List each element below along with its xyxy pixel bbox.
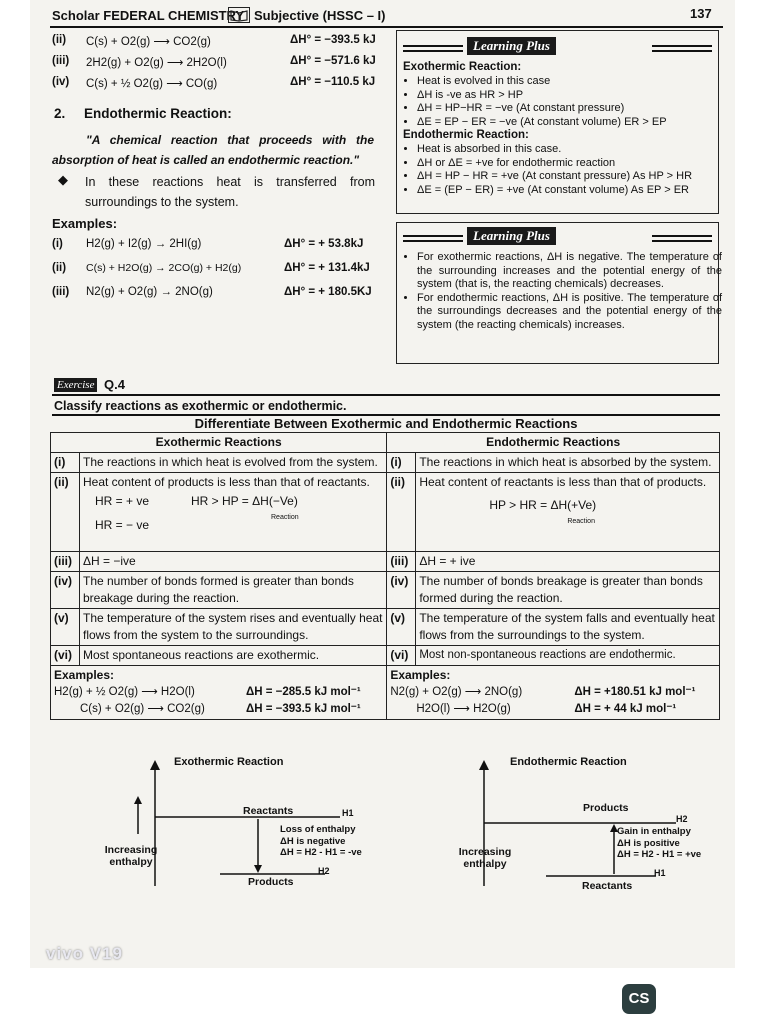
formula: HR = + ve xyxy=(95,494,150,508)
learning-plus-box xyxy=(396,30,719,214)
axis-label: Increasing enthalpy xyxy=(458,846,512,870)
examples-label: Examples: xyxy=(390,668,451,682)
exercise-tag: Exercise xyxy=(54,378,97,392)
example-row xyxy=(390,684,716,701)
reaction-subscript: Reaction xyxy=(271,514,299,521)
row-cell-exo: The temperature of the system rises and eventually heat flows from the system to the surroundings. xyxy=(80,609,387,646)
list-item: • Heat is absorbed in this case. xyxy=(417,143,722,157)
row-text: Heat content of reactants is less than that of products. xyxy=(419,475,707,489)
reaction-eq: C(s) + O2(g) ⟶ CO2(g) xyxy=(86,36,211,48)
exo-diagram xyxy=(50,756,385,946)
col-header-exo: Exothermic Reactions xyxy=(51,433,387,453)
row-cell-exo: The number of bonds formed is greater than bonds breakage during the reaction. xyxy=(80,572,387,609)
divider xyxy=(403,50,463,52)
row-cell-endo: The temperature of the system falls and eventually heat flows from the surroundings to the system. xyxy=(416,609,720,646)
top-level-label: Products xyxy=(583,802,629,814)
row-num: (ii) xyxy=(51,473,80,552)
example-dh: ΔH = −393.5 kJ mol⁻¹ xyxy=(246,703,361,715)
table-row xyxy=(51,572,720,609)
axis-label: Increasing enthalpy xyxy=(104,844,158,868)
bottom-level-h: H2 xyxy=(318,866,330,876)
row-num: (iii) xyxy=(51,552,80,572)
example-row xyxy=(54,701,383,718)
learning-plus-title: Learning Plus xyxy=(467,227,556,245)
comparison-table xyxy=(50,432,720,720)
reaction-subscript: Reaction xyxy=(567,518,595,525)
row-num: (v) xyxy=(51,609,80,646)
bottom-level-label: Reactants xyxy=(582,880,633,892)
list-item: • For exothermic reactions, ΔH is negative. The temperature of the surrounding increases and the potential energy of the system (that is, the reacting chemicals) decreases. xyxy=(417,251,722,292)
example-row xyxy=(52,238,397,262)
divider xyxy=(652,240,712,242)
reaction-dh: ΔH° = −571.6 kJ xyxy=(290,55,376,67)
note: Gain in enthalpy xyxy=(617,826,691,837)
list-item: • ΔH = HP − HR = +ve (At constant pressure) As HP > HR xyxy=(417,170,722,184)
reaction-num: (iii) xyxy=(52,55,70,67)
table-row xyxy=(51,453,720,473)
divider xyxy=(652,45,712,47)
row-num: (i) xyxy=(387,453,416,473)
table-header-row xyxy=(51,433,720,453)
exo-head: Exothermic Reaction: xyxy=(403,61,522,73)
section-heading: Endothermic Reaction: xyxy=(84,106,232,121)
endo-list xyxy=(403,143,722,197)
list-item: • Heat is evolved in this case xyxy=(417,75,722,89)
section-number: 2. xyxy=(54,106,66,121)
reaction-num: (iv) xyxy=(52,76,70,88)
camscanner-logo-icon: CS xyxy=(622,984,656,1014)
row-num: (iv) xyxy=(51,572,80,609)
question-text: Classify reactions as exothermic or endothermic. xyxy=(54,399,347,413)
formula: HR = − ve xyxy=(95,518,150,532)
examples-label: Examples: xyxy=(54,668,115,682)
reaction-eq: C(s) + ½ O2(g) ⟶ CO(g) xyxy=(86,78,218,90)
note: ΔH = H2 - H1 = -ve xyxy=(280,847,362,858)
row-num: (vi) xyxy=(387,646,416,666)
book-title: Scholar FEDERAL CHEMISTRY xyxy=(52,8,245,23)
row-cell-endo: ΔH = + ive xyxy=(416,552,720,572)
row-cell-endo: The number of bonds breakage is greater than bonds formed during the reaction. xyxy=(416,572,720,609)
learning-plus-title: Learning Plus xyxy=(467,37,556,55)
list-item: • ΔH = HP−HR = −ve (At constant pressure) xyxy=(417,102,722,116)
examples-label: Examples: xyxy=(52,216,118,231)
row-num: (iii) xyxy=(387,552,416,572)
reaction-dh: ΔH° = −110.5 kJ xyxy=(290,76,376,88)
question-number: Q.4 xyxy=(104,377,125,392)
reaction-row xyxy=(52,76,397,97)
example-row xyxy=(52,286,397,310)
row-text: Heat content of products is less than that of reactants. xyxy=(83,475,370,489)
list-item: • ΔE = (EP − ER) = +ve (At constant volume) As EP > ER xyxy=(417,184,722,198)
example-num: (i) xyxy=(52,238,63,250)
example-eq: H2(g) + I2(g) → 2HI(g) xyxy=(86,238,202,250)
example-eq: H2O(l) ⟶ H2O(g) xyxy=(416,703,511,715)
divider xyxy=(652,50,712,52)
divider xyxy=(403,45,463,47)
exo-list xyxy=(403,75,722,129)
formula-block xyxy=(83,491,383,531)
table-row xyxy=(51,646,720,666)
row-num: (v) xyxy=(387,609,416,646)
table-row xyxy=(51,609,720,646)
col-header-endo: Endothermic Reactions xyxy=(387,433,720,453)
header-rule xyxy=(50,26,723,28)
lp2-list xyxy=(403,251,722,332)
row-num: (vi) xyxy=(51,646,80,666)
endo-examples xyxy=(52,238,397,310)
bullet-icon: ◆ xyxy=(58,172,68,187)
examples-cell-exo xyxy=(51,666,387,720)
bottom-level-label: Products xyxy=(248,876,294,888)
example-row xyxy=(390,701,716,718)
row-num: (i) xyxy=(51,453,80,473)
reaction-row xyxy=(52,55,397,76)
top-level-h: H1 xyxy=(342,808,354,818)
reaction-row xyxy=(52,34,397,55)
bottom-level-h: H1 xyxy=(654,868,666,878)
book-icon xyxy=(228,7,250,23)
top-level-h: H2 xyxy=(676,814,688,824)
example-row xyxy=(54,684,383,701)
examples-cell-endo xyxy=(387,666,720,720)
divider xyxy=(652,235,712,237)
endo-definition: "A chemical reaction that proceeds with the absorption of heat is called an endothermic reaction." xyxy=(52,133,374,167)
row-num: (iv) xyxy=(387,572,416,609)
diagram-notes xyxy=(280,824,362,859)
list-item: • ΔE = EP − ER = −ve (At constant volume) ER > EP xyxy=(417,116,722,130)
divider xyxy=(403,240,463,242)
page-number: 137 xyxy=(690,6,712,21)
table-row xyxy=(51,552,720,572)
example-dh: ΔH = + 44 kJ mol⁻¹ xyxy=(574,703,677,715)
top-reactions xyxy=(52,34,397,97)
top-level-label: Reactants xyxy=(243,805,294,817)
row-cell-exo: The reactions in which heat is evolved from the system. xyxy=(80,453,387,473)
reaction-dh: ΔH° = −393.5 kJ xyxy=(290,34,376,46)
note: Loss of enthalpy xyxy=(280,824,356,835)
list-item: • For endothermic reactions, ΔH is positive. The temperature of the surroundings decreases and the potential energy of the system (the reacting chemicals) increases. xyxy=(417,292,722,333)
example-dh: ΔH° = + 131.4kJ xyxy=(284,262,370,274)
example-eq: C(s) + O2(g) ⟶ CO2(g) xyxy=(80,703,205,715)
example-num: (iii) xyxy=(52,286,70,298)
divider xyxy=(52,394,720,396)
table-title: Differentiate Between Exothermic and Endothermic Reactions xyxy=(194,416,578,431)
example-eq: C(s) + H2O(g) → 2CO(g) + H2(g) xyxy=(86,262,242,274)
divider xyxy=(403,235,463,237)
example-row xyxy=(52,262,397,286)
formula: HR > HP = ΔH(−Ve) xyxy=(191,494,298,508)
example-eq: H2(g) + ½ O2(g) ⟶ H2O(l) xyxy=(54,686,195,698)
row-cell-exo: Most spontaneous reactions are exothermic. xyxy=(80,646,387,666)
book-page xyxy=(30,0,735,968)
example-eq: N2(g) + O2(g) → 2NO(g) xyxy=(86,286,213,298)
formula-block xyxy=(419,491,716,527)
example-num: (ii) xyxy=(52,262,67,274)
row-cell-exo xyxy=(80,473,387,552)
example-eq: N2(g) + O2(g) ⟶ 2NO(g) xyxy=(390,686,523,698)
formula: HP > HR = ΔH(+Ve) xyxy=(489,498,597,512)
example-dh: ΔH° = + 180.5KJ xyxy=(284,286,372,298)
row-num: (ii) xyxy=(387,473,416,552)
endo-bullet-text: In these reactions heat is transferred from surroundings to the system. xyxy=(85,175,375,209)
endo-head: Endothermic Reaction: xyxy=(403,129,529,141)
subject-label: Subjective (HSSC – I) xyxy=(254,8,386,23)
reaction-eq: 2H2(g) + O2(g) ⟶ 2H2O(l) xyxy=(86,57,227,69)
row-cell-endo xyxy=(416,473,720,552)
diagram-title: Exothermic Reaction xyxy=(174,756,284,768)
diagram-title: Endothermic Reaction xyxy=(510,756,627,768)
note: ΔH = H2 - H1 = +ve xyxy=(617,849,702,860)
table-row xyxy=(51,473,720,552)
learning-plus-box xyxy=(396,222,722,364)
example-dh: ΔH° = + 53.8kJ xyxy=(284,238,364,250)
list-item: • ΔH is -ve as HR > HP xyxy=(417,89,722,103)
diagram-notes xyxy=(617,826,701,861)
list-item: • ΔH or ΔE = +ve for endothermic reaction xyxy=(417,157,722,171)
row-cell-endo: Most non-spontaneous reactions are endothermic. xyxy=(416,646,720,666)
example-dh: ΔH = +180.51 kJ mol⁻¹ xyxy=(574,686,696,698)
row-cell-exo: ΔH = −ive xyxy=(80,552,387,572)
camera-watermark: vivo V19 xyxy=(46,944,123,963)
note: ΔH is positive xyxy=(617,837,680,849)
table-row xyxy=(51,666,720,720)
row-cell-endo: The reactions in which heat is absorbed by the system. xyxy=(416,453,720,473)
reaction-num: (ii) xyxy=(52,34,67,46)
note: ΔH is negative xyxy=(280,835,346,847)
example-dh: ΔH = −285.5 kJ mol⁻¹ xyxy=(246,686,361,698)
endo-diagram xyxy=(386,756,721,946)
